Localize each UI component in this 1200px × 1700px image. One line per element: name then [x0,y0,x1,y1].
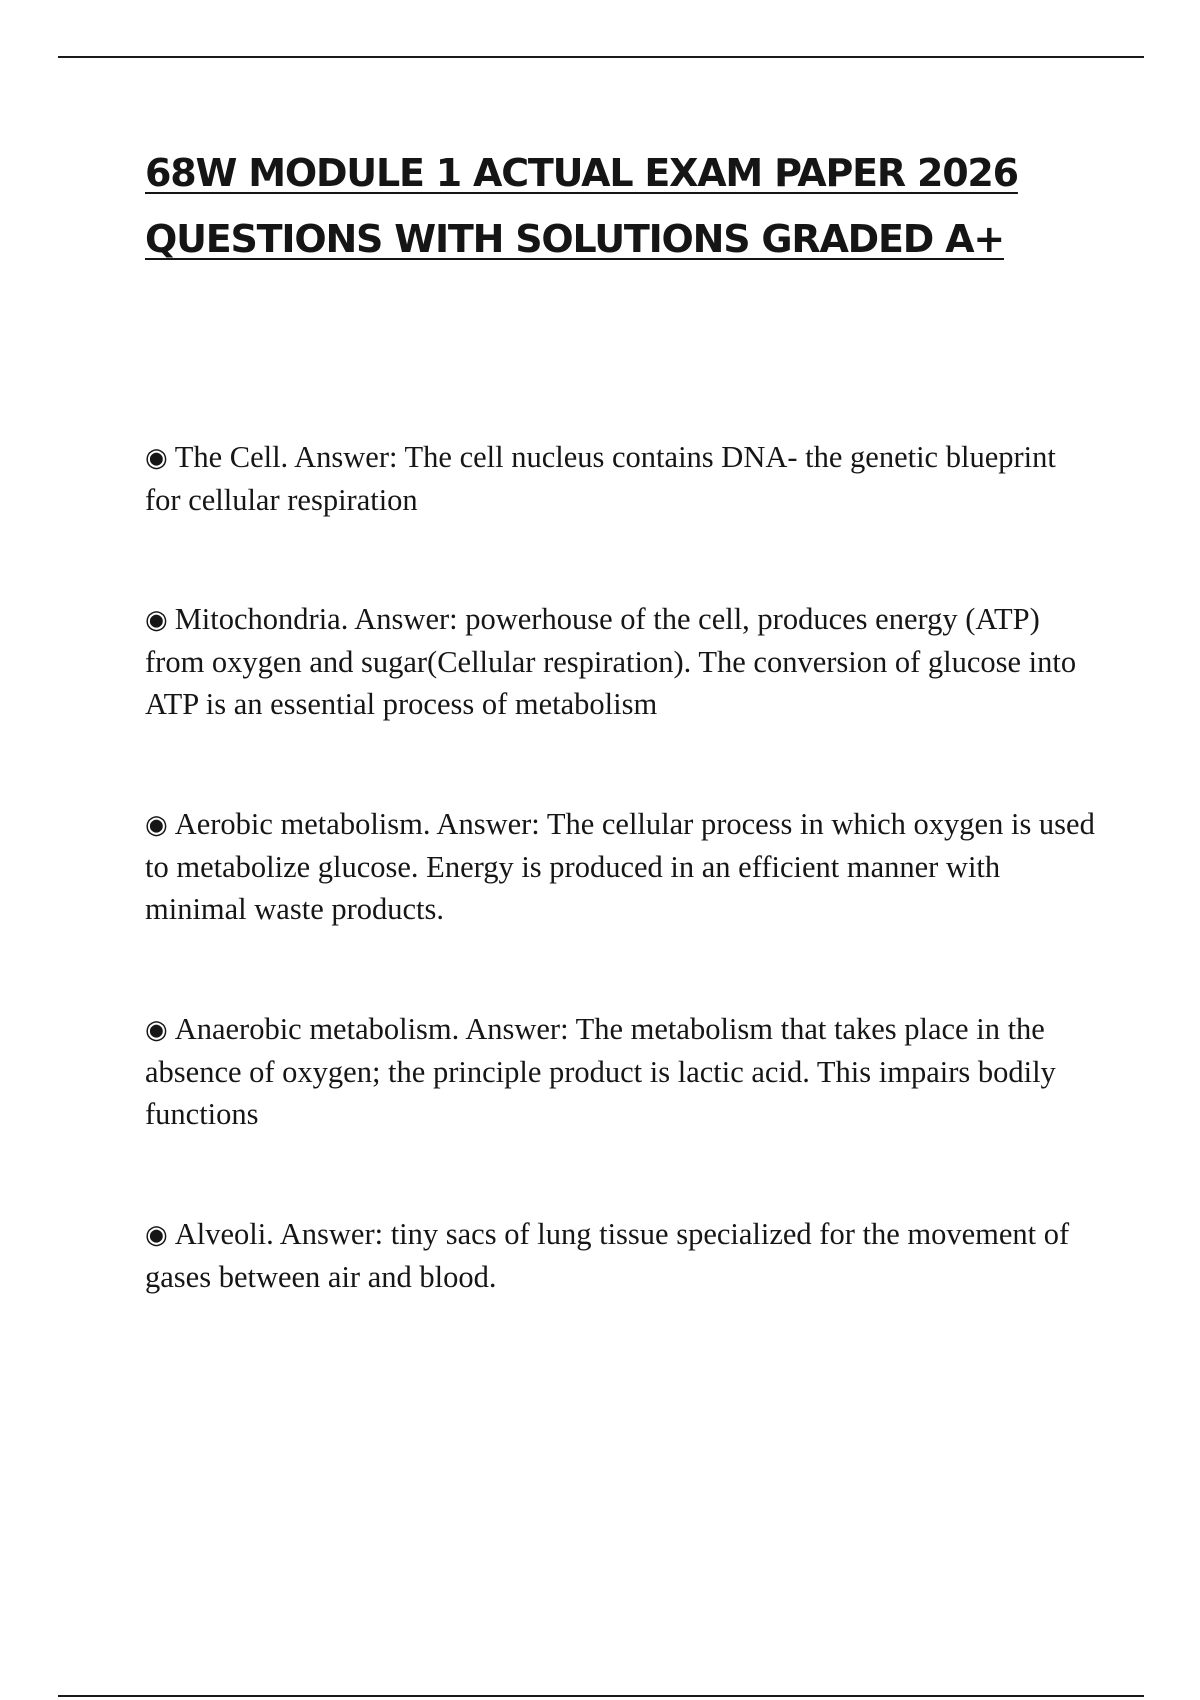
qa-text: Anaerobic metabolism. Answer: The metabolism that takes place in the absence of oxygen; the principle product is lactic acid. This impairs bodily functions [145,1012,1056,1131]
qa-text: Aerobic metabolism. Answer: The cellular process in which oxygen is used to metabolize glucose. Energy is produced in an efficient manner with minimal waste products. [145,807,1095,926]
qa-item [145,1213,1095,1298]
qa-item [145,803,1095,930]
qa-item [145,436,1095,521]
title-line-2: QUESTIONS WITH SOLUTIONS GRADED A+ [145,217,1004,261]
qa-text: The Cell. Answer: The cell nucleus contains DNA- the genetic blueprint for cellular respiration [145,440,1056,517]
top-divider [58,56,1144,58]
radio-bullet-icon: ◉ [145,810,168,840]
radio-bullet-icon: ◉ [145,443,168,473]
question-answer-list [145,436,1095,1298]
qa-text: Mitochondria. Answer: powerhouse of the cell, produces energy (ATP) from oxygen and sugar(Cellular respiration). The conversion of glucose into ATP is an essential process of metabolism [145,602,1077,721]
qa-item [145,1008,1095,1135]
radio-bullet-icon: ◉ [145,1015,168,1045]
document-title [145,140,1045,272]
qa-item [145,598,1095,725]
title-line-1: 68W MODULE 1 ACTUAL EXAM PAPER 2026 [145,151,1018,195]
qa-text: Alveoli. Answer: tiny sacs of lung tissue specialized for the movement of gases between air and blood. [145,1217,1070,1294]
radio-bullet-icon: ◉ [145,1220,168,1250]
radio-bullet-icon: ◉ [145,605,168,635]
bottom-divider [58,1695,1144,1697]
